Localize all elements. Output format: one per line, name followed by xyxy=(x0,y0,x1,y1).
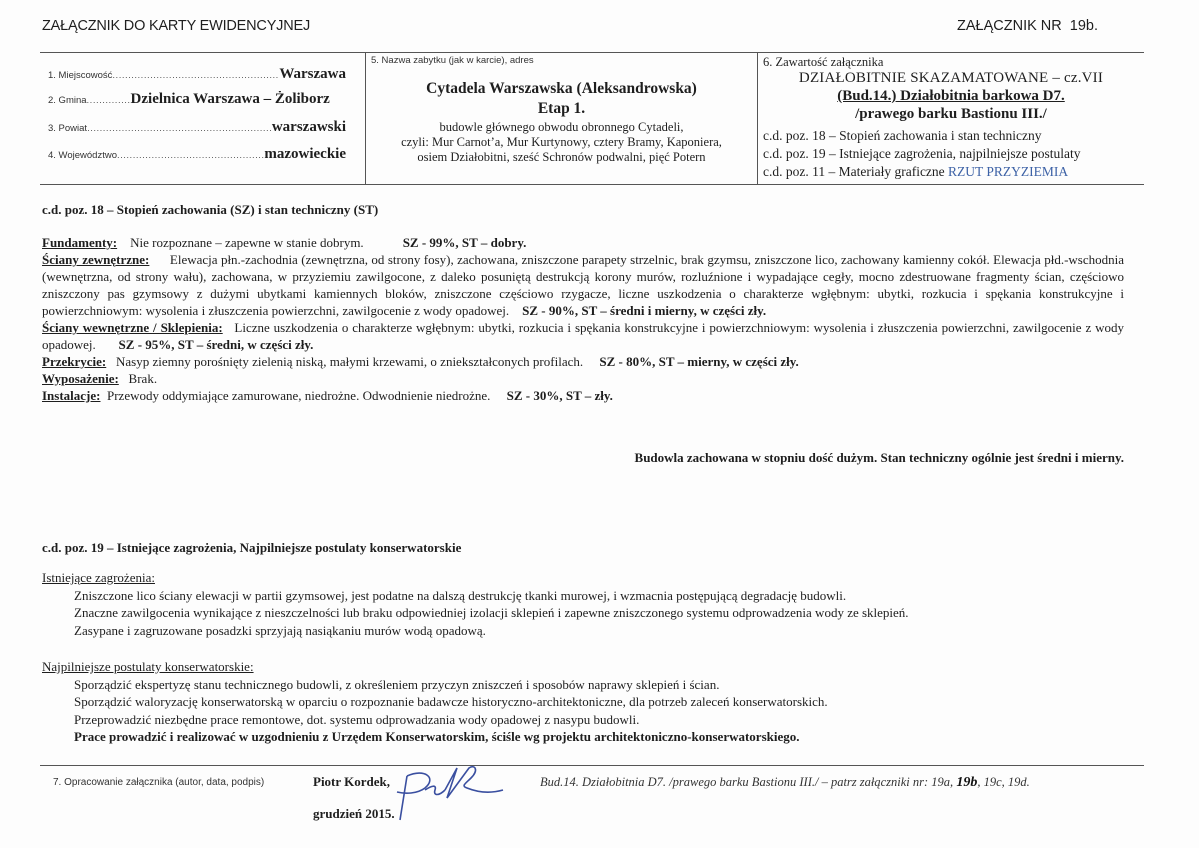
postulates-list xyxy=(74,676,828,745)
item-instalacje: Instalacje: Przewody oddymiające zamurowane, niedrożne. Odwodnienie niedrożne. SZ - 30%, ST – zły. xyxy=(42,388,613,403)
floor-plan-link[interactable]: RZUT PRZYZIEMIA xyxy=(948,164,1069,179)
attachment-references: Bud.14. Działobitnia D7. /prawego barku Bastionu III./ – patrz załączniki nr: 19a, 19b, 19c, 19d. xyxy=(540,775,1030,790)
list-item: Znaczne zawilgocenia wynikające z nieszczelności lub braku odpowiedniej izolacji sklepień i zapewne zniszczonego systemu odprowadzenia wody ze sklepień. xyxy=(74,605,909,621)
section-18-body xyxy=(42,234,1124,404)
field-gmina: 2. Gmina ..... Dzielnica Warszawa – Żoliborz xyxy=(48,91,346,108)
attachment-label: ZAŁĄCZNIK NR xyxy=(957,18,1062,34)
section-18-heading: c.d. poz. 18 – Stopień zachowania (SZ) i stan techniczny (ST) xyxy=(42,202,379,217)
item-sciany-wewnetrzne: Ściany wewnętrzne / Sklepienia: Liczne uszkodzenia o charakterze wgłębnym: ubytki, rozkucia i spękania konstrukcyjne i powierzchniowym: wysolenia i złuszczenia powierzchni, zawilgocenie z wody opadowej. SZ - 95%, ST – średni, w części zły. xyxy=(42,320,1125,352)
item-przekrycie: Przekrycie: Nasyp ziemny porośnięty zielenią niską, małymi krzewami, o zniekształconych profilach. SZ - 80%, ST – mierny, w części zły. xyxy=(42,354,799,369)
monument-description: budowle głównego obwodu obronnego Cytadeli, czyli: Mur Carnot’a, Mur Kurtynowy, cztery Bramy, Kaponiera, osiem Działobitni, sześć Schronów podwalni, pięć Potern xyxy=(401,120,722,164)
list-item: Sporządzić waloryzację konserwatorską w oparciu o rozpoznanie badawcze historyczno-architektoniczne, dla potrzeb zaleceń konserwatorskich. xyxy=(74,694,828,710)
attachment-number-header xyxy=(957,18,1098,34)
contents-ref-19: c.d. poz. 19 – Istniejące zagrożenia, najpilniejsze postulaty xyxy=(763,146,1081,161)
monument-title: Cytadela Warszawska (Aleksandrowska) xyxy=(426,80,697,97)
current-attachment: 19b xyxy=(956,775,978,790)
field-wojewodztwo: 4. Województwo ..... mazowieckie xyxy=(48,146,346,163)
section-18-summary: Budowla zachowana w stopniu dość dużym. Stan techniczny ogólnie jest średni i mierny. xyxy=(634,450,1124,465)
postulates-heading: Najpilniejsze postulaty konserwatorskie: xyxy=(42,659,254,674)
section-19-heading: c.d. poz. 19 – Istniejące zagrożenia, Najpilniejsze postulaty konserwatorskie xyxy=(42,540,462,555)
list-item: Przeprowadzić niezbędne prace remontowe, dot. systemu odprowadzania wody opadowej z nasypu budowli. xyxy=(74,711,640,727)
contents-building: (Bud.14.) Działobitnia barkowa D7. xyxy=(837,88,1065,104)
contents-location: /prawego barku Bastionu III./ xyxy=(855,106,1047,122)
threats-list xyxy=(74,587,909,639)
monument-label: 5. Nazwa zabytku (jak w karcie), adres xyxy=(371,55,534,66)
monument-stage: Etap 1. xyxy=(537,100,586,117)
field-miejscowosc: 1. Miejscowość ..... Warszawa xyxy=(48,66,346,83)
list-item: Prace prowadzić i realizować w uzgodnieniu z Urzędem Konserwatorskim, ściśle wg projektu architektoniczno-konserwatorskiego. xyxy=(74,728,800,744)
contents-ref-18: c.d. poz. 18 – Stopień zachowania i stan techniczny xyxy=(763,128,1042,143)
list-item: Sporządzić ekspertyzę stanu technicznego budowli, z określeniem przyczyn zniszczeń i sposobów naprawy sklepień i ścian. xyxy=(74,677,720,692)
contents-label: 6. Zawartość załącznika xyxy=(763,55,884,69)
divider xyxy=(40,765,1144,766)
list-item: Zasypane i zagruzowane posadzki sprzyjają nasiąkaniu murów wodą opadową. xyxy=(74,622,486,638)
document-title: ZAŁĄCZNIK DO KARTY EWIDENCYJNEJ xyxy=(42,18,311,34)
author-label: 7. Opracowanie załącznika (autor, data, podpis) xyxy=(53,777,265,788)
item-sciany-zewnetrzne: Ściany zewnętrzne: Elewacja płn.-zachodnia (zewnętrzna, od strony fosy), zachowana, zniszczone parapety strzelnic, brak gzymsu, zniszczone lico, zachowany kamienny cokół. Elewacja płd.-wschodnia (wewnętrzna, od strony wału), zachowana, w przyziemiu zawilgocone, z daleko posuniętą destrukcją korony murów, rozluźnione i wypadające cegły, mocno zdestruowane fragmenty ścian, częściowo zniszczony pas gzymsowy z dużymi ubytkami kamiennych bloków, zniszczone częściowo rzygacze, liczne uszkodzenia o charakterze wgłębnym: ubytki, rozkucia i spękania konstrukcyjne i powierzchniowym: wysolenia i złuszczenia powierzchni, zawilgocenie z wody opadowej. SZ - 90%, ST – średni i mierny, w części zły. xyxy=(42,252,1124,318)
list-item: Zniszczone lico ściany elewacji w partii gzymsowej, jest podatne na dalszą destrukcję tkanki murowej, i wzmacnia postępującą degradację budowli. xyxy=(74,588,847,603)
divider xyxy=(40,52,1144,53)
item-fundamenty: Fundamenty: Nie rozpoznane – zapewne w stanie dobrym. SZ - 99%, ST – dobry. xyxy=(42,235,527,250)
author-name: Piotr Kordek, xyxy=(313,774,391,789)
field-powiat: 3. Powiat ..... warszawski xyxy=(48,119,346,136)
contents-title: DZIAŁOBITNIE SKAZAMATOWANE – cz.VII xyxy=(798,70,1104,86)
item-wyposazenie: Wyposażenie: Brak. xyxy=(42,371,158,386)
threats-heading: Istniejące zagrożenia: xyxy=(42,570,155,585)
signature-icon xyxy=(385,758,515,835)
divider xyxy=(40,184,1144,185)
contents-ref-11: c.d. poz. 11 – Materiały graficzne RZUT PRZYZIEMIA xyxy=(763,164,1069,179)
attachment-number: 19b. xyxy=(1069,18,1098,34)
author-date: grudzień 2015. xyxy=(313,806,395,821)
